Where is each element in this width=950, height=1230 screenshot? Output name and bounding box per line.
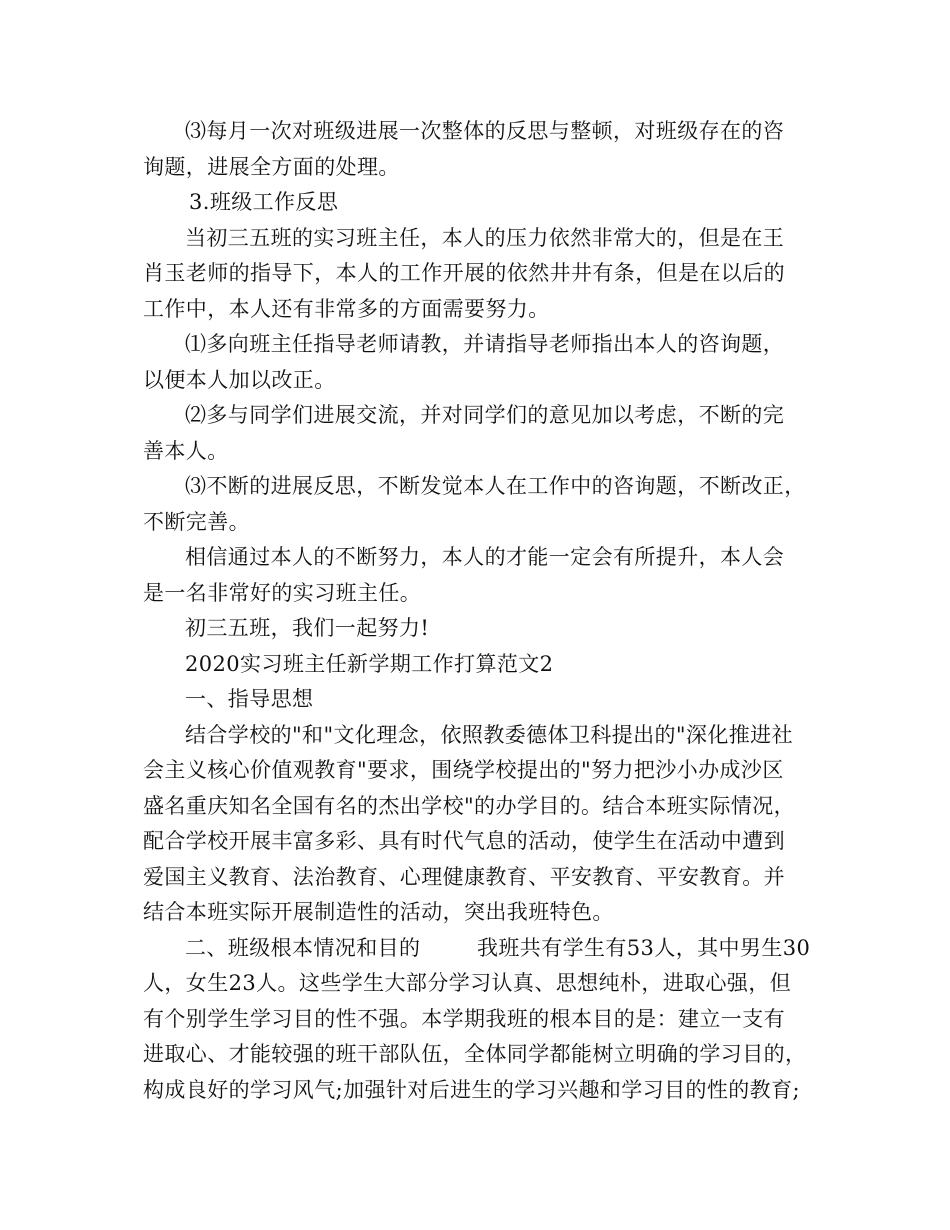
text-line: 结合本班实际开展制造性的活动，突出我班特色。 xyxy=(143,900,614,924)
text-line: 构成良好的学习风气;加强针对后进生的学习兴趣和学习目的性的教育; xyxy=(143,1077,800,1102)
text-line: 爱国主义教育、法治教育、心理健康教育、平安教育、平安教育。并 xyxy=(143,864,785,889)
document-title: 2020实习班主任新学期工作打算范文2 xyxy=(185,651,554,676)
text-line: 人，女生23人。这些学生大部分学习认真、思想纯朴，进取心强，但 xyxy=(143,971,792,995)
text-line: ⑵多与同学们进展交流，并对同学们的意见加以考虑，不断的完 xyxy=(185,403,785,427)
text-line: 是一名非常好的实习班主任。 xyxy=(143,580,422,605)
text-line: 会主义核心价值观教育"要求，围绕学校提出的"努力把沙小办成沙区 xyxy=(143,758,784,782)
section-heading: 3.班级工作反思 xyxy=(189,190,339,214)
text-line: 工作中，本人还有非常多的方面需要努力。 xyxy=(143,296,550,321)
text-line: 询题，进展全方面的处理。 xyxy=(143,154,400,179)
text-line: 不断完善。 xyxy=(143,509,250,534)
document-body xyxy=(143,114,827,1108)
text-line: ⑴多向班主任指导老师请教，并请指导老师指出本人的咨询题， xyxy=(185,332,785,356)
text-line: 初三五班，我们一起努力! xyxy=(185,616,430,640)
text-line: 进取心、才能较强的班干部队伍，全体同学都能树立明确的学习目的， xyxy=(143,1042,807,1066)
text-line: 有个别学生学习目的性不强。本学期我班的根本目的是：建立一支有 xyxy=(143,1006,785,1031)
text-line: 配合学校开展丰富多彩、具有时代气息的活动，使学生在活动中遭到 xyxy=(143,829,785,853)
section-heading: 一、指导思想 xyxy=(185,687,314,711)
text-line: ⑶每月一次对班级进展一次整体的反思与整顿，对班级存在的咨 xyxy=(185,119,785,143)
text-line: 当初三五班的实习班主任，本人的压力依然非常大的，但是在王 xyxy=(185,225,785,250)
text-line: 盛名重庆知名全国有名的杰出学校"的办学目的。结合本班实际情况， xyxy=(143,793,796,818)
text-line: ⑶不断的进展反思，不断发觉本人在工作中的咨询题，不断改正， xyxy=(185,474,806,498)
text-line: 善本人。 xyxy=(143,438,229,463)
text-line: 结合学校的"和"文化理念，依照教委德体卫科提出的"深化推进社 xyxy=(185,722,793,747)
text-line: 相信通过本人的不断努力，本人的才能一定会有所提升，本人会 xyxy=(185,545,785,569)
text-line: 以便本人加以改正。 xyxy=(143,367,336,392)
section-heading: 二、班级根本情况和目的 我班共有学生有53人，其中男生30 xyxy=(185,935,811,960)
text-line: 肖玉老师的指导下，本人的工作开展的依然井井有条，但是在以后的 xyxy=(143,261,785,285)
